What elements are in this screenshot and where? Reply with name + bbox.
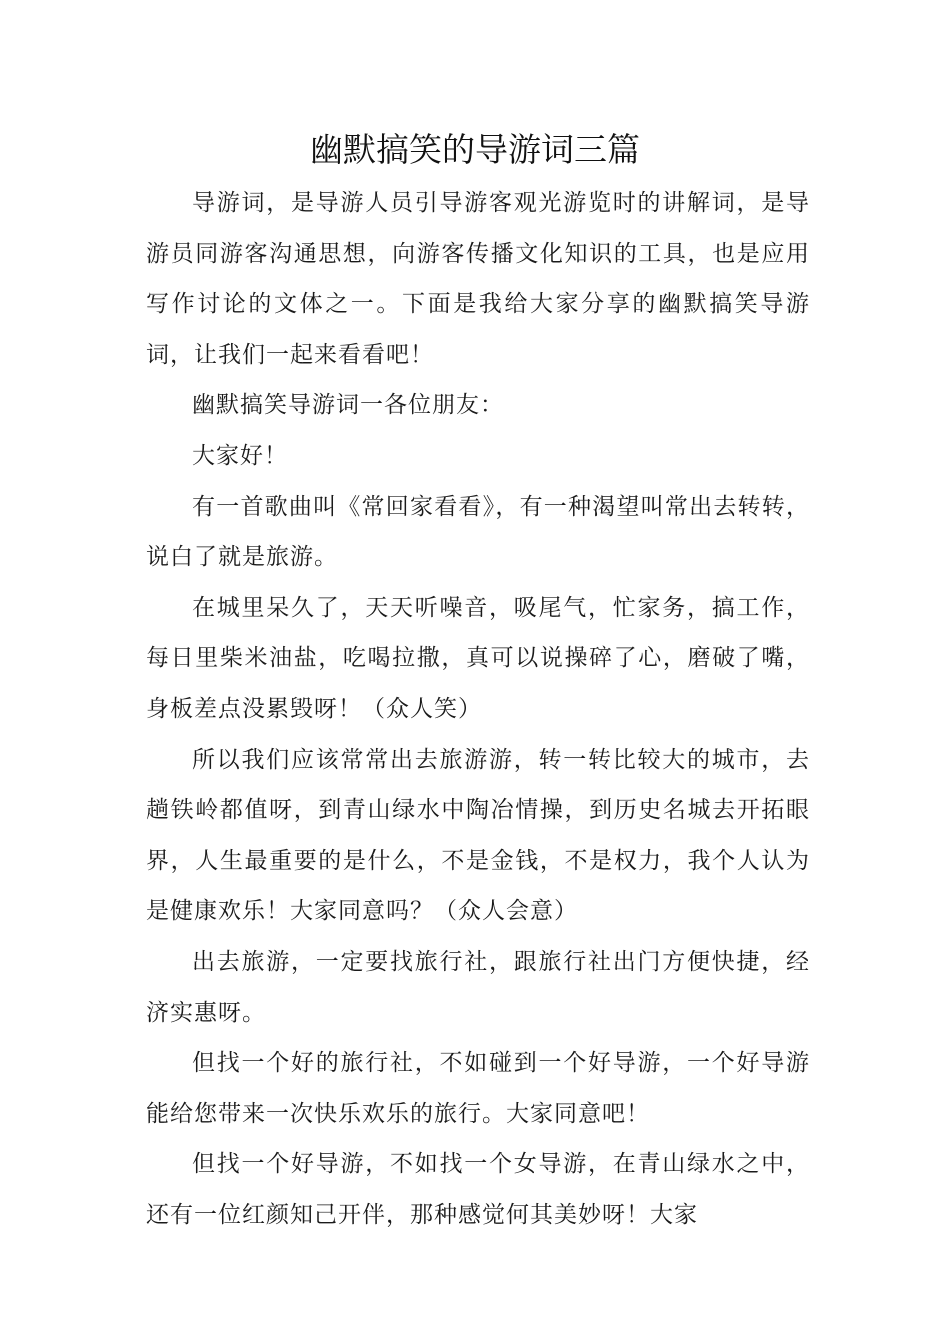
- paragraph-intro: 导游词，是导游人员引导游客观光游览时的讲解词，是导游员同游客沟通思想，向游客传播文化知识的工具，也是应用写作讨论的文体之一。下面是我给大家分享的幽默搞笑导游词，让我们一起来看看吧！: [146, 190, 810, 368]
- paragraph-travel: 所以我们应该常常出去旅游游，转一转比较大的城市，去趟铁岭都值呀，到青山绿水中陶冶情操，到历史名城去开拓眼界，人生最重要的是什么，不是金钱，不是权力，我个人认为是健康欢乐！大家同意吗？（众人会意）: [146, 746, 810, 925]
- paragraph-city-life: 在城里呆久了，天天听噪音，吸尾气，忙家务，搞工作，每日里柴米油盐，吃喝拉撒，真可以说操碎了心，磨破了嘴，身板差点没累毁呀！（众人笑）: [146, 594, 810, 722]
- paragraph-good-guide: 但找一个好的旅行社，不如碰到一个好导游，一个好导游能给您带来一次快乐欢乐的旅行。大家同意吧！: [146, 1050, 810, 1127]
- paragraph-female-guide: 但找一个好导游，不如找一个女导游，在青山绿水之中，还有一位红颜知己开伴，那种感觉何其美妙呀！大家: [146, 1151, 810, 1228]
- paragraph-greeting: 大家好！: [192, 442, 288, 469]
- paragraph-song: 有一首歌曲叫《常回家看看》，有一种渴望叫常出去转转，说白了就是旅游。: [146, 493, 810, 571]
- paragraph-agency: 出去旅游，一定要找旅行社，跟旅行社出门方便快捷，经济实惠呀。: [146, 948, 810, 1026]
- paragraph-heading-one: 幽默搞笑导游词一各位朋友：: [192, 392, 504, 419]
- document-body: [146, 178, 810, 1240]
- document-title: 幽默搞笑的导游词三篇: [310, 130, 640, 169]
